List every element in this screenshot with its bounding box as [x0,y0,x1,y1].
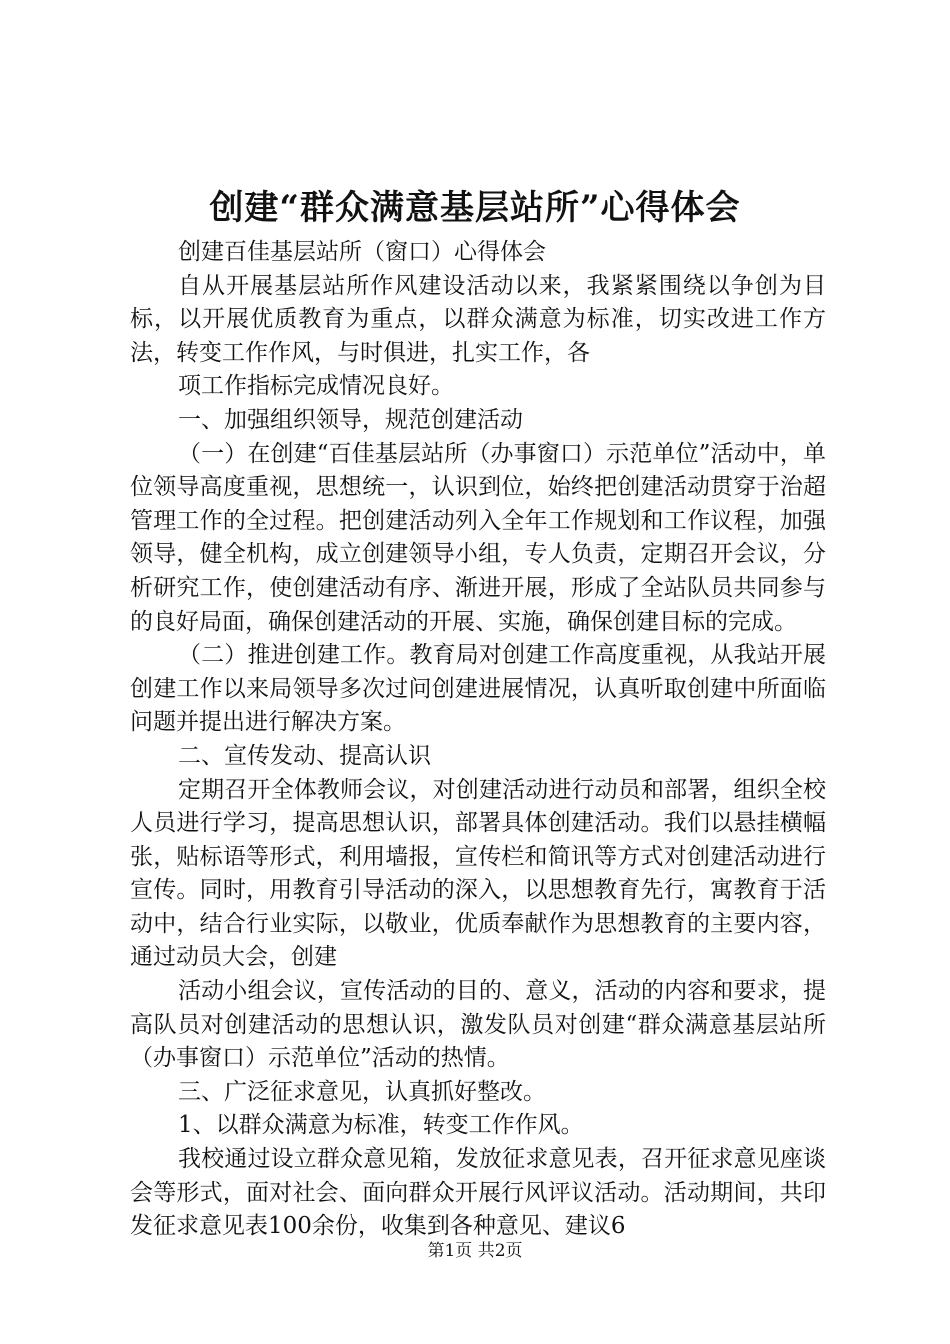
section-heading: 三、广泛征求意见，认真抓好整改。 [178,1078,546,1105]
paragraph: 项工作指标完成情况良好。 [178,373,454,400]
paragraph: 自从开展基层站所作风建设活动以来，我紧紧围绕以争创为目标，以开展优质教育为重点，以群众满意为标准，切实改进工作方法，转变工作作风，与时俱进，扎实工作，各 [130,272,826,366]
paragraph: 定期召开全体教师会议，对创建活动进行动员和部署，组织全校人员进行学习，提高思想认识，部署具体创建活动。我们以悬挂横幅张，贴标语等形式，利用墙报，宣传栏和简讯等方式对创建活动进行宣传。同时，用教育引导活动的深入，以思想教育先行，寓教育于活动中，结合行业实际，以敬业，优质奉献作为思想教育的主要内容，通过动员大会，创建 [130,776,826,971]
paragraph-subtitle: 创建百佳基层站所（窗口）心得体会 [178,239,546,265]
document-title: 创建“群众满意基层站所”心得体会 [209,188,741,228]
paragraph: 活动小组会议，宣传活动的目的、意义，活动的内容和要求，提高队员对创建活动的思想认识，激发队员对创建“群众满意基层站所（办事窗口）示范单位”活动的热情。 [130,978,826,1072]
page-footer: 第1页 共2页 [427,1241,523,1261]
document-body [130,236,826,1244]
paragraph: （一）在创建“百佳基层站所（办事窗口）示范单位”活动中，单位领导高度重视，思想统一，认识到位，始终把创建活动贯穿于治超管理工作的全过程。把创建活动列入全年工作规划和工作议程，加强领导，健全机构，成立创建领导小组，专人负责，定期召开会议，分析研究工作，使创建活动有序、渐进开展，形成了全站队员共同参与的良好局面，确保创建活动的开展、实施，确保创建目标的完成。 [130,440,826,635]
paragraph: （二）推进创建工作。教育局对创建工作高度重视，从我站开展创建工作以来局领导多次过问创建进展情况，认真听取创建中所面临问题并提出进行解决方案。 [130,642,826,736]
section-heading: 二、宣传发动、提高认识 [178,742,431,769]
paragraph: 我校通过设立群众意见箱，发放征求意见表，召开征求意见座谈会等形式，面对社会、面向群众开展行风评议活动。活动期间，共印发征求意见表100余份，收集到各种意见、建议6 [130,1146,826,1240]
section-heading: 一、加强组织领导，规范创建活动 [178,406,523,433]
sub-heading: 1、以群众满意为标准，转变工作作风。 [178,1112,584,1139]
